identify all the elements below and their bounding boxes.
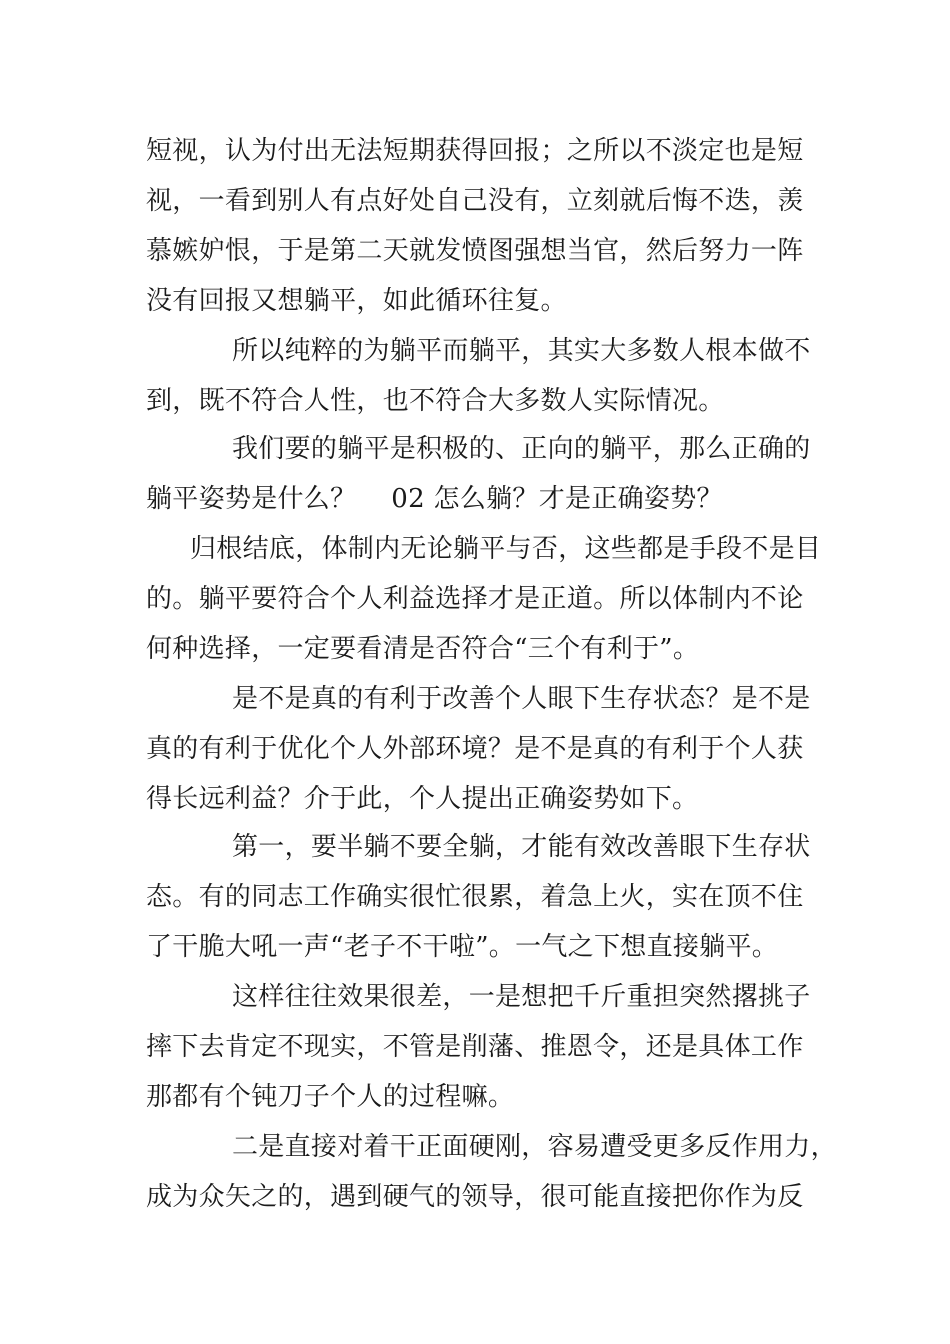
text-line: 真的有利于优化个人外部环境？是不是真的有利于个人获 [146, 734, 804, 764]
text-line: 得长远利益？介于此，个人提出正确姿势如下。 [146, 784, 699, 814]
text-line: 到，既不符合人性，也不符合大多数人实际情况。 [146, 386, 725, 416]
text-line: 态。有的同志工作确实很忙很累，着急上火，实在顶不住 [146, 882, 804, 912]
paragraph-first-line: 这样往往效果很差，一是想把千斤重担突然撂挑子 [232, 982, 811, 1012]
text-line: 何种选择，一定要看清是否符合“三个有利于”。 [146, 634, 700, 664]
paragraph-first-line: 我们要的躺平是积极的、正向的躺平，那么正确的 [232, 434, 811, 464]
paragraph-first-line: 二是直接对着干正面硬刚，容易遭受更多反作用力， [232, 1132, 837, 1162]
text-line: 慕嫉妒恨，于是第二天就发愤图强想当官，然后努力一阵 [146, 236, 804, 266]
paragraph-first-line: 第一，要半躺不要全躺，才能有效改善眼下生存状 [232, 832, 811, 862]
paragraph-first-line: 归根结底，体制内无论躺平与否，这些都是手段不是目 [190, 534, 822, 564]
text-line: 摔下去肯定不现实，不管是削藩、推恩令，还是具体工作 [146, 1032, 804, 1062]
text-line: 的。躺平要符合个人利益选择才是正道。所以体制内不论 [146, 584, 804, 614]
paragraph-first-line: 所以纯粹的为躺平而躺平，其实大多数人根本做不 [232, 336, 811, 366]
text-line: 短视，认为付出无法短期获得回报；之所以不淡定也是短 [146, 136, 804, 166]
text-line: 成为众矢之的，遇到硬气的领导，很可能直接把你作为反 [146, 1182, 804, 1212]
text-line: 没有回报又想躺平，如此循环往复。 [146, 286, 567, 316]
text-line: 那都有个钝刀子个人的过程嘛。 [146, 1082, 515, 1112]
text-line: 了干脆大吼一声“老子不干啦”。一气之下想直接躺平。 [146, 932, 779, 962]
text-line: 躺平姿势是什么？ 02 怎么躺？才是正确姿势？ [146, 484, 723, 514]
text-line: 视，一看到别人有点好处自己没有，立刻就后悔不迭，羡 [146, 186, 804, 216]
paragraph-first-line: 是不是真的有利于改善个人眼下生存状态？是不是 [232, 684, 811, 714]
